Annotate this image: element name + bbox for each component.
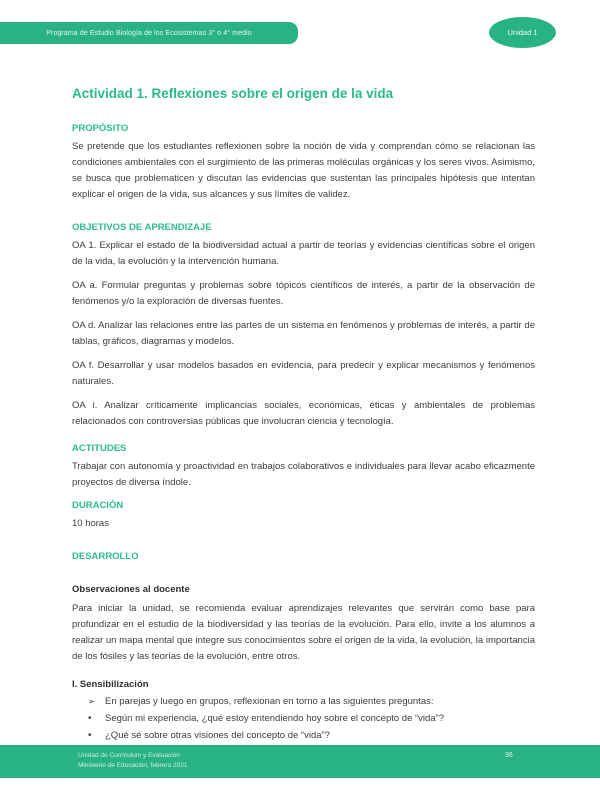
program-badge-label: Programa de Estudio Biología de los Ecosistemas 3° o 4° medio <box>46 29 252 37</box>
activity-title: Actividad 1. Reflexiones sobre el origen de la vida <box>72 86 394 101</box>
actitudes-body: Trabajar con autonomía y proactividad en trabajos colaborativos e individuales para llevar acabo eficazmente proyectos de diversa índole. <box>72 461 535 488</box>
section-proposito-heading: PROPÓSITO <box>72 123 129 134</box>
section-objetivos-heading: OBJETIVOS DE APRENDIZAJE <box>72 222 212 233</box>
program-badge <box>0 22 298 44</box>
unit-badge-label: Unidad 1 <box>507 28 538 37</box>
footer-org-line1: Unidad de Currículum y Evaluación <box>78 752 180 759</box>
section-actitudes-heading: ACTITUDES <box>72 443 127 454</box>
arrow-bullet-icon: ➢ <box>88 696 96 706</box>
page-number: 36 <box>505 752 513 759</box>
dot-bullet-icon: • <box>88 730 92 741</box>
list-item <box>72 693 535 710</box>
footer-org-line2: Ministerio de Educación, febrero 2021 <box>78 762 188 769</box>
list-item <box>72 727 535 744</box>
duracion-value: 10 horas <box>72 518 109 529</box>
bullet-item-text: Según mi experiencia, ¿qué estoy entendiendo hoy sobre el concepto de “vida”? <box>105 713 445 724</box>
section-desarrollo-heading: DESARROLLO <box>72 551 139 562</box>
oa-item: OA a. Formular preguntas y problemas sobre tópicos científicos de interés, a partir de la observación de fenómenos y/o la exploración de diversas fuentes. <box>72 280 535 307</box>
dot-bullet-icon: • <box>88 713 92 724</box>
oa-item: OA 1. Explicar el estado de la biodiversidad actual a partir de teorías y evidencias científicas sobre el origen de la vida, la evolución y la intervención humana. <box>72 240 535 267</box>
unit-badge <box>489 17 556 48</box>
page-content <box>72 84 535 744</box>
footer-organization <box>78 751 187 771</box>
observations-body: Para iniciar la unidad, se recomienda evaluar aprendizajes relevantes que servirán como base para profundizar en el estudio de la biodiversidad y las teorías de la evolución. Para ello, invite a los alumnos a realizar un mapa mental que integre sus conocimientos sobre el origen de la vida, la evolución, la importancia de los fósiles y las teorías de la evolución, entre otros. <box>72 603 535 662</box>
footer-bar <box>0 745 600 778</box>
list-item <box>72 710 535 727</box>
proposito-body: Se pretende que los estudiantes reflexionen sobre la noción de vida y comprendan cómo se relacionan las condiciones ambientales con el surgimiento de las primeras moléculas orgánicas y los seres vivos. Asimismo, se busca que problematicen y discutan las evidencias que sustentan las principales hipótesis que intentan explicar el origen de la vida, sus alcances y sus límites de validez. <box>72 141 535 200</box>
sensibilizacion-title: I. Sensibilización <box>72 679 149 690</box>
oa-item: OA i. Analizar críticamente implicancias sociales, económicas, éticas y ambientales de problemas relacionados con controversias públicas que involucran ciencia y tecnología. <box>72 400 535 427</box>
oa-item: OA f. Desarrollar y usar modelos basados en evidencia, para predecir y explicar mecanismos y fenómenos naturales. <box>72 360 535 387</box>
section-duracion-heading: DURACIÓN <box>72 500 124 511</box>
arrow-item-text: En parejas y luego en grupos, reflexionan en torno a las siguientes preguntas: <box>105 696 434 707</box>
observations-title: Observaciones al docente <box>72 584 190 595</box>
bullet-item-text: ¿Qué sé sobre otras visiones del concepto de “vida”? <box>105 730 330 741</box>
oa-item: OA d. Analizar las relaciones entre las partes de un sistema en fenómenos y problemas de interés, a partir de tablas, gráficos, diagramas y modelos. <box>72 320 535 347</box>
